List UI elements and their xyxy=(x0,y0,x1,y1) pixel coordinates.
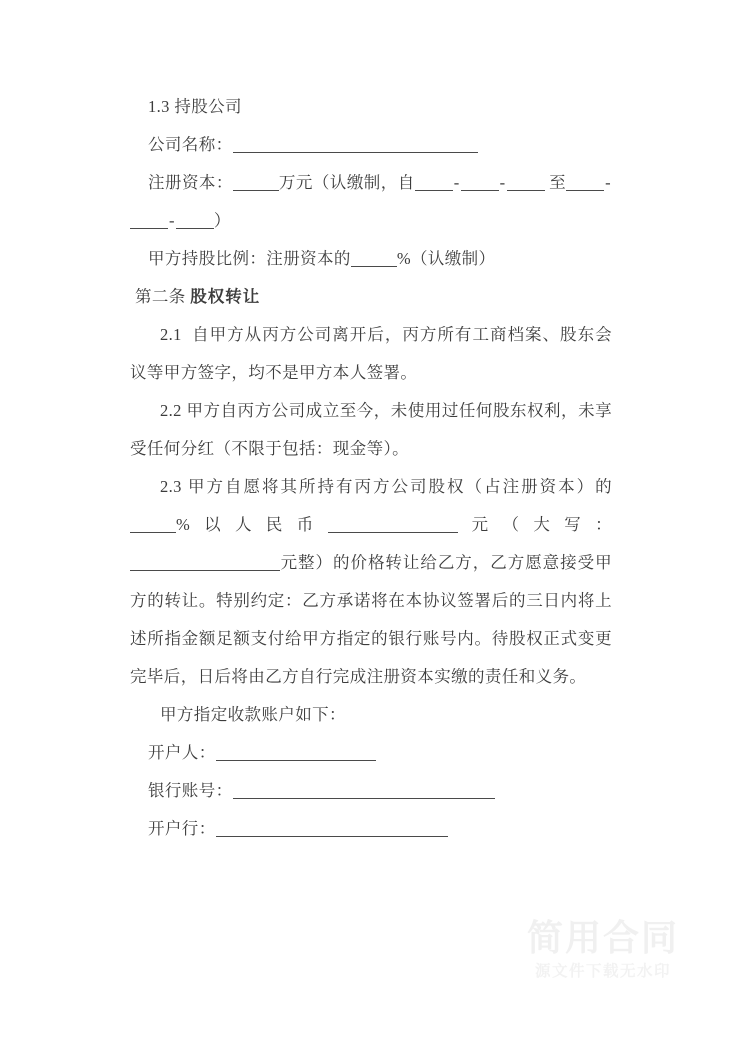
clause-2-3-number: 2.3 xyxy=(160,477,182,496)
transfer-percentage-blank[interactable] xyxy=(130,517,176,533)
registered-capital-unit: 万元（认缴制，自 xyxy=(278,173,415,192)
bank-account-label: 银行账号： xyxy=(148,781,233,800)
clause-2-3-text-part3: 元（大写： xyxy=(457,515,613,534)
capital-end-year-blank[interactable] xyxy=(566,175,604,191)
payee-account-intro: 甲方指定收款账户如下： xyxy=(160,705,346,724)
watermark-brand: 简用合同 xyxy=(526,918,679,959)
capital-end-month-blank[interactable] xyxy=(130,213,168,229)
bank-account-blank[interactable] xyxy=(233,783,495,799)
clause-2-1 xyxy=(130,316,612,392)
capital-start-month-blank[interactable] xyxy=(461,175,499,191)
date-dash-icon: - xyxy=(499,173,506,192)
watermark xyxy=(503,918,703,982)
clause-2-3-text-part4: 元整）的价格转让给乙方，乙方愿意接受甲方的转让。特别约定：乙方承诺将在本协议签署后的三日内将上述所指金额足额支付给甲方指定的银行账号内。待股权正式变更完毕后，日后将由乙方自行完成注册资本实缴的责任和义务。 xyxy=(130,553,612,686)
clause-2-2 xyxy=(130,392,612,468)
document-body xyxy=(130,88,612,848)
clause-2-2-number: 2.2 xyxy=(160,401,182,420)
article-2-title: 股权转让 xyxy=(190,287,261,306)
section-heading-1-3 xyxy=(130,88,612,126)
article-2-heading xyxy=(130,278,612,316)
transfer-price-words-blank[interactable] xyxy=(130,555,280,571)
registered-capital-close: ） xyxy=(213,211,231,230)
company-name-label: 公司名称： xyxy=(148,135,233,154)
capital-end-day-blank[interactable] xyxy=(176,213,214,229)
account-holder-row xyxy=(130,734,612,772)
registered-capital-row xyxy=(130,164,612,240)
date-dash-icon: - xyxy=(169,211,175,230)
account-holder-blank[interactable] xyxy=(216,745,376,761)
clause-2-3-text-part2: %以人民币 xyxy=(176,515,328,534)
company-name-blank[interactable] xyxy=(233,137,478,153)
date-dash-icon: - xyxy=(605,173,612,192)
clause-2-2-text: 甲方自丙方公司成立至今，未使用过任何股东权利，未享受任何分红（不限于包括：现金等）。 xyxy=(130,401,612,458)
shareholding-ratio-unit: %（认缴制） xyxy=(396,249,496,268)
bank-branch-label: 开户行： xyxy=(148,819,216,838)
capital-start-year-blank[interactable] xyxy=(415,175,453,191)
registered-capital-label: 注册资本： xyxy=(148,173,233,192)
bank-branch-row xyxy=(130,810,612,848)
section-number-1-3: 1.3 xyxy=(148,97,170,116)
clause-2-1-text: 自甲方从丙方公司离开后，丙方所有工商档案、股东会议等甲方签字，均不是甲方本人签署。 xyxy=(130,325,612,382)
clause-2-1-number: 2.1 xyxy=(160,325,182,344)
registered-capital-amount-blank[interactable] xyxy=(233,175,279,191)
transfer-price-digits-blank[interactable] xyxy=(328,517,458,533)
shareholding-ratio-blank[interactable] xyxy=(351,251,397,267)
company-name-row xyxy=(130,126,612,164)
section-title-1-3: 持股公司 xyxy=(174,97,242,116)
shareholding-ratio-row xyxy=(130,240,612,278)
clause-2-3-text-part1: 甲方自愿将其所持有丙方公司股权（占注册资本）的 xyxy=(187,477,613,496)
shareholding-ratio-label: 甲方持股比例：注册资本的 xyxy=(148,249,351,268)
registered-capital-to: 至 xyxy=(549,173,567,192)
date-dash-icon: - xyxy=(453,173,460,192)
article-2-number: 第二条 xyxy=(135,287,186,306)
bank-account-row xyxy=(130,772,612,810)
account-holder-label: 开户人： xyxy=(148,743,216,762)
capital-start-day-blank[interactable] xyxy=(507,175,545,191)
bank-branch-blank[interactable] xyxy=(216,821,448,837)
watermark-tagline: 源文件下载无水印 xyxy=(534,962,671,980)
clause-2-3 xyxy=(130,468,612,696)
